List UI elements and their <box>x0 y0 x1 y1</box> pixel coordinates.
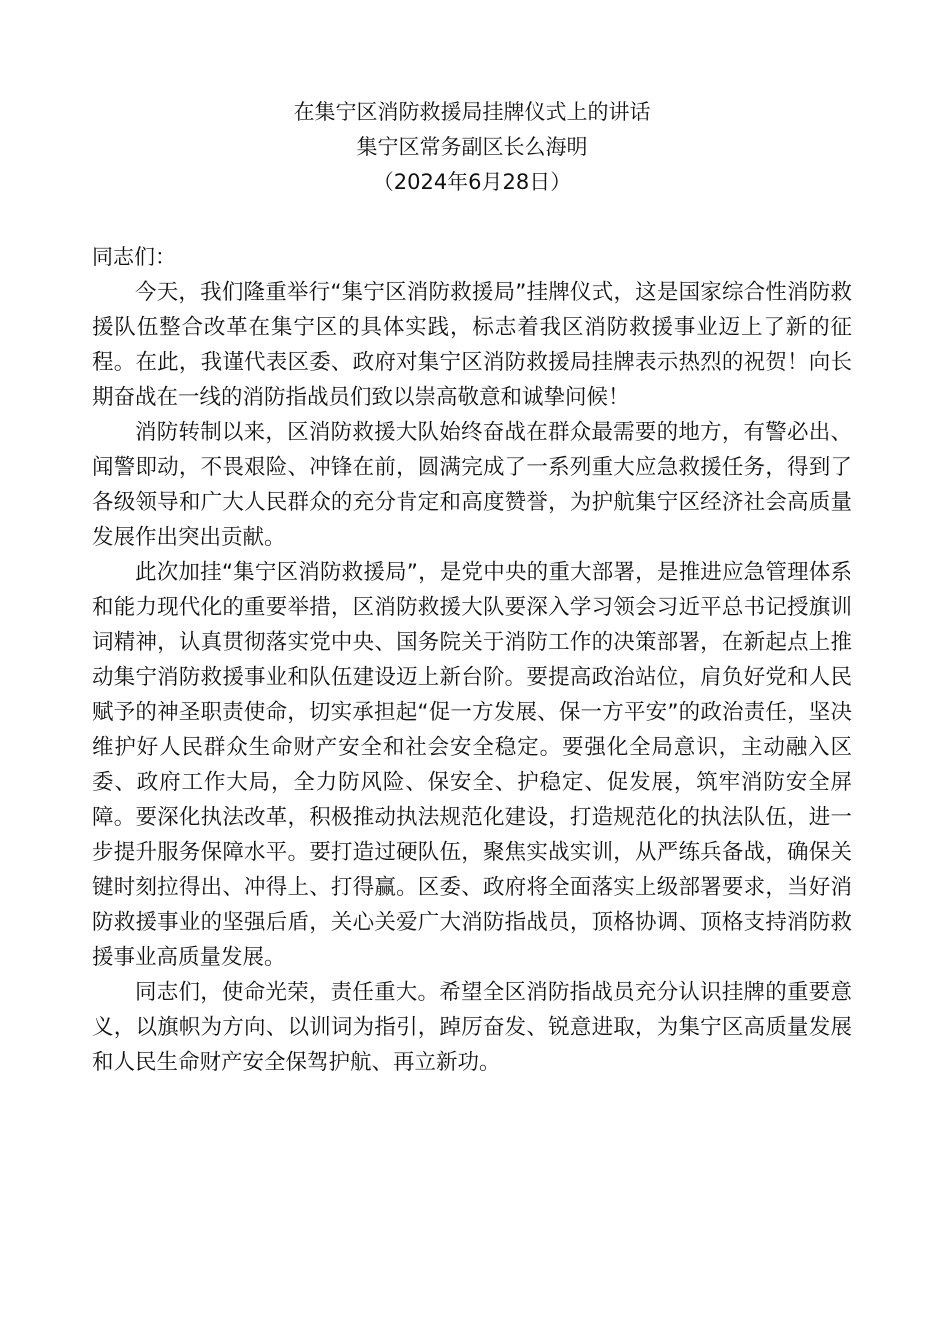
paragraph: 今天，我们隆重举行“集宁区消防救援局”挂牌仪式，这是国家综合性消防救援队伍整合改革在集宁区的具体实践，标志着我区消防救援事业迈上了新的征程。在此，我谨代表区委、政府对集宁区消防救援局挂牌表示热烈的祝贺！向长期奋战在一线的消防指战员们致以崇高敬意和诚挚问候！ <box>92 280 852 410</box>
paragraph: 消防转制以来，区消防救援大队始终奋战在群众最需要的地方，有警必出、闻警即动，不畏艰险、冲锋在前，圆满完成了一系列重大应急救援任务，得到了各级领导和广大人民群众的充分肯定和高度赞誉，为护航集宁区经济社会高质量发展作出突出贡献。 <box>92 420 852 550</box>
speaker-line: 集宁区常务副区长么海明 <box>356 135 588 159</box>
document-title: 在集宁区消防救援局挂牌仪式上的讲话 <box>293 100 651 124</box>
paragraph: 此次加挂“集宁区消防救援局”，是党中央的重大部署，是推进应急管理体系和能力现代化的重要举措，区消防救援大队要深入学习领会习近平总书记授旗训词精神，认真贯彻落实党中央、国务院关于消防工作的决策部署，在新起点上推动集宁消防救援事业和队伍建设迈上新台阶。要提高政治站位，肩负好党和人民赋予的神圣职责使命，切实承担起“促一方发展、保一方平安”的政治责任，坚决维护好人民群众生命财产安全和社会安全稳定。要强化全局意识，主动融入区委、政府工作大局，全力防风险、保安全、护稳定、促发展，筑牢消防安全屏障。要深化执法改革，积极推动执法规范化建设，打造规范化的执法队伍，进一步提升服务保障水平。要打造过硬队伍，聚焦实战实训，从严练兵备战，确保关键时刻拉得出、冲得上、打得赢。区委、政府将全面落实上级部署要求，当好消防救援事业的坚强后盾，关心关爱广大消防指战员，顶格协调、顶格支持消防救援事业高质量发展。 <box>92 560 852 970</box>
salutation: 同志们： <box>92 245 176 269</box>
paragraph: 同志们，使命光荣，责任重大。希望全区消防指战员充分认识挂牌的重要意义，以旗帜为方向、以训词为指引，踔厉奋发、锐意进取，为集宁区高质量发展和人民生命财产安全保驾护航、再立新功。 <box>92 980 852 1075</box>
document-header <box>92 95 852 200</box>
document-page <box>92 95 852 1080</box>
speech-body <box>92 275 852 1080</box>
speech-date: （2024年6月28日） <box>372 170 572 194</box>
